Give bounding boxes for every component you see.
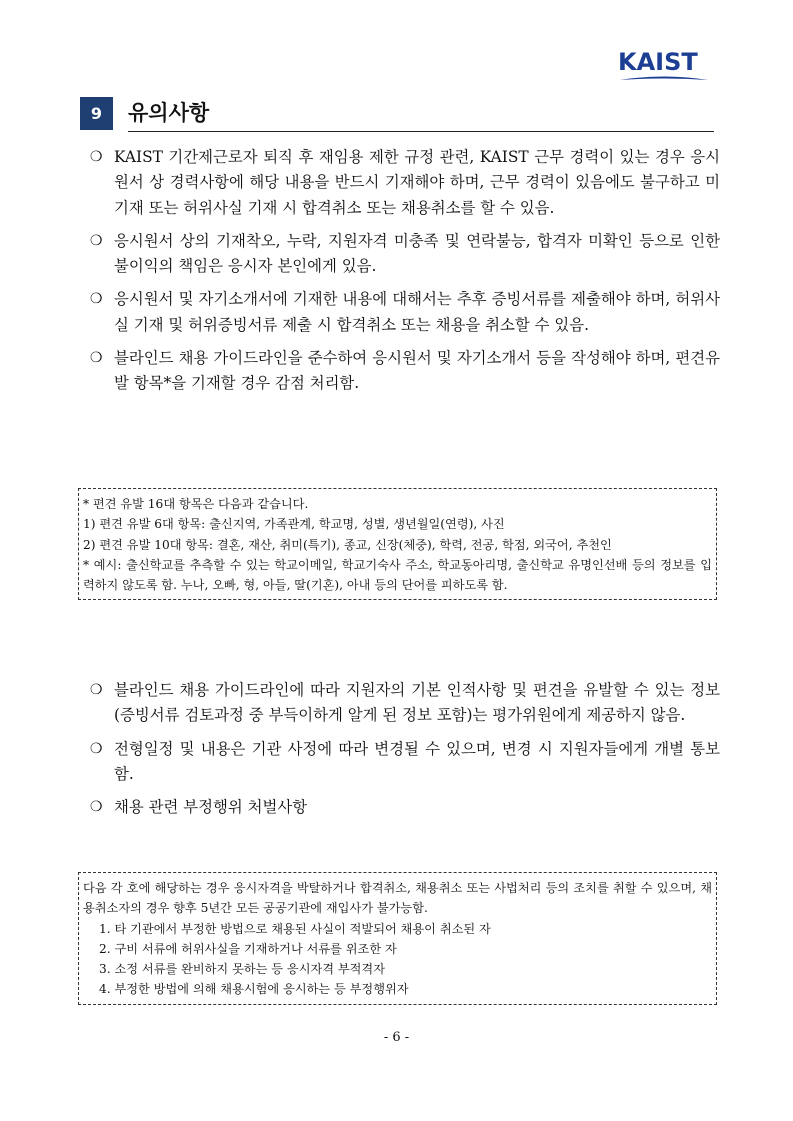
list-item-text: 채용 관련 부정행위 처벌사항 <box>114 798 308 817</box>
section-header <box>80 96 714 136</box>
circle-bullet-icon: ❍ <box>90 291 103 308</box>
list-item <box>90 287 720 338</box>
note-item: 4. 부정한 방법에 의해 채용시험에 응시하는 등 부정행위자 <box>99 982 409 997</box>
list-item <box>90 145 720 221</box>
logo-swoosh-icon <box>618 74 710 84</box>
list-item <box>90 737 720 788</box>
circle-bullet-icon: ❍ <box>90 682 103 698</box>
note-item: 3. 소정 서류를 완비하지 못하는 등 응시자격 부적격자 <box>99 962 385 977</box>
note-line: * 예시: 출신학교를 추측할 수 있는 학교이메일, 학교기숙사 주소, 학교동아리명, 출신학교 유명인선배 등의 정보를 입력하지 않도록 함. 누나, 오빠, 형, 아들, 딸(기혼), 아내 등의 단어를 피하도록 함. <box>83 557 712 593</box>
circle-bullet-icon: ❍ <box>90 149 103 165</box>
circle-bullet-icon: ❍ <box>90 740 103 757</box>
note-intro: 다음 각 호에 해당하는 경우 응시자격을 박탈하거나 합격취소, 채용취소 또는 사법처리 등의 조치를 취할 수 있으며, 채용취소자의 경우 향후 5년간 모든 공공기관에 재입사가 불가능함. <box>83 881 712 916</box>
list-item <box>90 795 720 820</box>
list-item-text: 블라인드 채용 가이드라인에 따라 지원자의 기본 인적사항 및 편견을 유발할 수 있는 정보(증빙서류 검토과정 중 부득이하게 알게 된 정보 포함)는 평가위원에게 제공하지 않음. <box>114 681 720 725</box>
logo-text: KAIST <box>618 48 698 76</box>
section-number: 9 <box>80 97 113 130</box>
circle-bullet-icon: ❍ <box>90 232 103 249</box>
list-item-text: 블라인드 채용 가이드라인을 준수하여 응시원서 및 자기소개서 등을 작성해야 하며, 편견유발 항목*을 기재할 경우 감점 처리함. <box>114 349 720 393</box>
notice-list-bottom <box>90 678 720 828</box>
list-item <box>90 346 720 397</box>
circle-bullet-icon: ❍ <box>90 799 103 816</box>
page-number: - 6 - <box>383 1030 410 1045</box>
list-item-text: 응시원서 상의 기재착오, 누락, 지원자격 미충족 및 연락불능, 합격자 미확인 등으로 인한 불이익의 책임은 응시자 본인에게 있음. <box>114 231 720 276</box>
misconduct-penalty-note <box>78 872 717 1005</box>
note-line: * 편견 유발 16대 항목은 다음과 같습니다. <box>83 497 309 511</box>
list-item <box>90 229 720 280</box>
list-item-text: KAIST 기간제근로자 퇴직 후 재임용 제한 규정 관련, KAIST 근무 경력이 있는 경우 응시원서 상 경력사항에 해당 내용을 반드시 기재해야 하며, 근무 경력이 있음에도 불구하고 미기재 또는 허위사실 기재 시 합격취소 또는 채용취소를 할 수 있음. <box>114 148 720 217</box>
section-rule <box>128 131 714 132</box>
list-item-text: 응시원서 및 자기소개서에 기재한 내용에 대해서는 추후 증빙서류를 제출해야 하며, 허위사실 기재 및 허위증빙서류 제출 시 합격취소 또는 채용을 취소할 수 있음. <box>114 290 720 334</box>
circle-bullet-icon: ❍ <box>90 350 103 367</box>
notice-list-top <box>90 145 720 405</box>
bias-items-note <box>78 488 717 600</box>
note-item: 1. 타 기관에서 부정한 방법으로 채용된 사실이 적발되어 채용이 취소된 자 <box>99 921 491 936</box>
note-line: 2) 편견 유발 10대 항목: 결혼, 재산, 취미(특기), 종교, 신장(체중), 학력, 전공, 학점, 외국어, 추천인 <box>83 537 612 552</box>
note-item: 2. 구비 서류에 허위사실을 기재하거나 서류를 위조한 자 <box>99 941 397 956</box>
note-line: 1) 편견 유발 6대 항목: 출신지역, 가족관계, 학교명, 성별, 생년월일(연령), 사진 <box>83 517 505 532</box>
kaist-logo <box>618 50 710 84</box>
list-item-text: 전형일정 및 내용은 기관 사정에 따라 변경될 수 있으며, 변경 시 지원자들에게 개별 통보함. <box>114 739 720 783</box>
section-title: 유의사항 <box>128 101 210 125</box>
list-item <box>90 678 720 729</box>
